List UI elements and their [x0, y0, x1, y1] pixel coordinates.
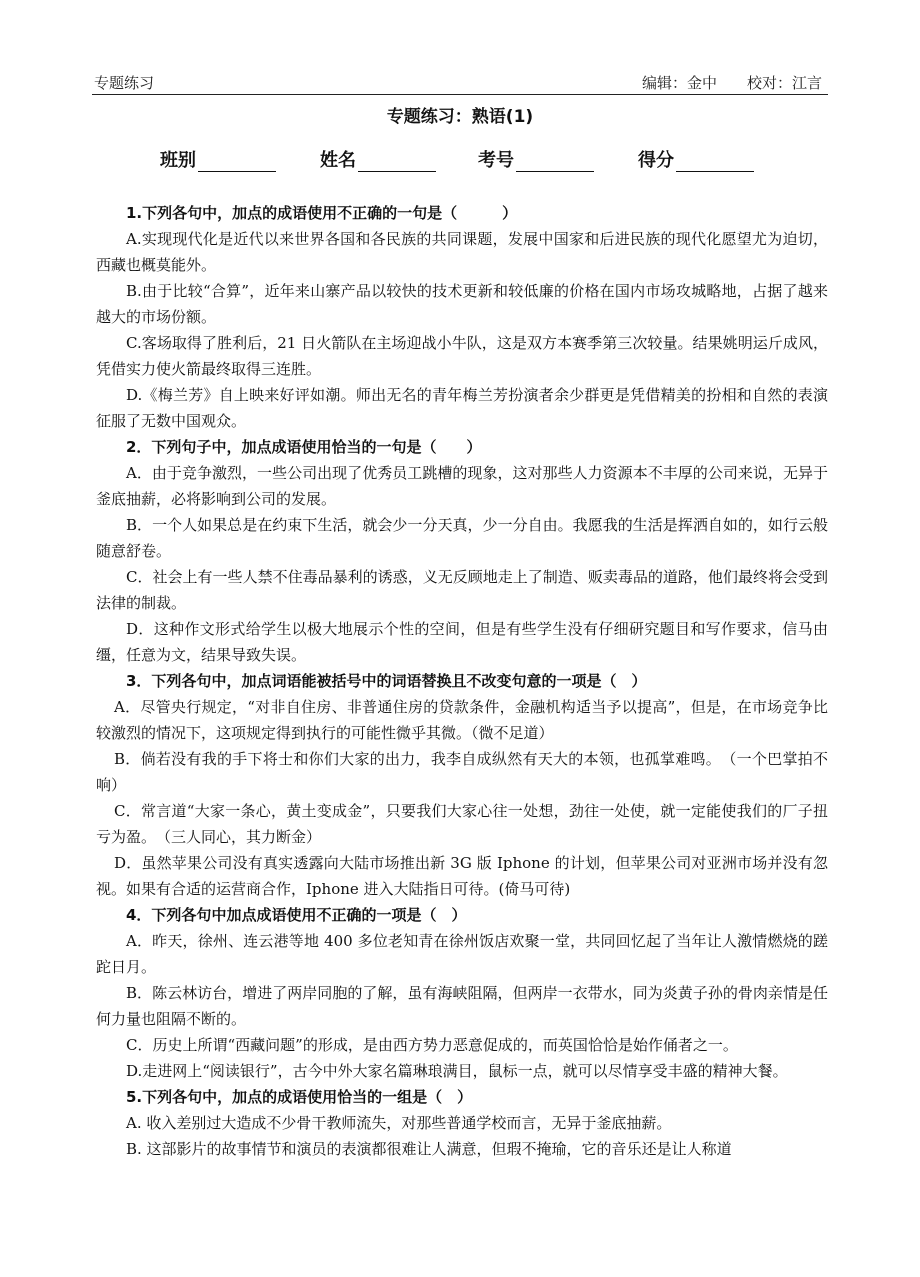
page-title: 专题练习：熟语(1) [386, 107, 534, 127]
field-score[interactable] [638, 146, 754, 172]
question-4-option-c: C．历史上所谓“西藏问题”的形成，是由西方势力恶意促成的，而英国恰恰是始作俑者之一。 [126, 1036, 738, 1054]
question-5-option-b: B. 这部影片的故事情节和演员的表演都很难让人满意，但瑕不掩瑜，它的音乐还是让人称道 [126, 1140, 732, 1158]
page-header [92, 68, 828, 94]
field-exam-number[interactable] [478, 146, 594, 172]
question-3-option-c: C．常言道“大家一条心，黄土变成金”，只要我们大家心往一处想，劲往一处使，就一定能使我们的厂子扭亏为盈。 （三人同心，其力断金） [96, 802, 828, 846]
header-subject: 专题练习 [94, 74, 155, 92]
field-name[interactable] [320, 146, 436, 172]
question-4-option-a: A．昨天，徐州、连云港等地 400 多位老知青在徐州饭店欢聚一堂，共同回忆起了当年让人激情燃烧的蹉跎日月。 [96, 932, 828, 976]
question-3-option-a: A．尽管央行规定，“对非自住房、非普通住房的贷款条件，金融机构适当予以提高”，但是，在市场竞争比较激烈的情况下，这项规定得到执行的可能性微乎其微。（微不足道） [96, 698, 828, 742]
question-2-option-a: A．由于竞争激烈，一些公司出现了优秀员工跳槽的现象，这对那些人力资源本不丰厚的公司来说，无异于釜底抽薪，必将影响到公司的发展。 [96, 464, 828, 508]
question-1-stem: 1.下列各句中，加点的成语使用不正确的一句是（ ） [126, 204, 518, 222]
field-exam-number-blank[interactable] [516, 151, 594, 172]
header-editor-info: 编辑：金中 校对：江言 [641, 74, 822, 92]
field-score-label: 得分 [638, 150, 674, 171]
question-1-option-a: A.实现现代化是近代以来世界各国和各民族的共同课题，发展中国家和后进民族的现代化愿望尤为迫切，西藏也概莫能外。 [96, 230, 828, 274]
question-2-option-d: D．这种作文形式给学生以极大地展示个性的空间，但是有些学生没有仔细研究题目和写作要求，信马由缰，任意为文，结果导致失误。 [96, 620, 828, 664]
question-1-option-b: B.由于比较“合算”，近年来山寨产品以较快的技术更新和较低廉的价格在国内市场攻城略地，占据了越来越大的市场份额。 [96, 282, 828, 326]
header-divider [92, 94, 828, 95]
question-4-stem: 4．下列各句中加点成语使用不正确的一项是（ ） [126, 906, 467, 924]
question-1-option-d: D.《梅兰芳》自上映来好评如潮。师出无名的青年梅兰芳扮演者余少群更是凭借精美的扮相和自然的表演征服了无数中国观众。 [96, 386, 828, 430]
question-3-option-d: D．虽然苹果公司没有真实透露向大陆市场推出新 3G 版 Iphone 的计划，但苹果公司对亚洲市场并没有忽视。如果有合适的运营商合作，Iphone 进入大陆指日可待。(倚马可待) [96, 854, 828, 898]
question-1-option-c: C.客场取得了胜利后，21 日火箭队在主场迎战小牛队，这是双方本赛季第三次较量。结果姚明运斤成风，凭借实力使火箭最终取得三连胜。 [96, 334, 828, 378]
field-name-label: 姓名 [320, 150, 356, 171]
field-score-blank[interactable] [676, 151, 754, 172]
question-2-stem: 2．下列句子中，加点成语使用恰当的一句是（ ） [126, 438, 482, 456]
field-class-label: 班别 [160, 150, 196, 171]
question-2-option-b: B．一个人如果总是在约束下生活，就会少一分天真，少一分自由。我愿我的生活是挥洒自如的，如行云般随意舒卷。 [96, 516, 828, 560]
student-info-fields [160, 146, 800, 176]
field-exam-number-label: 考号 [478, 150, 514, 171]
question-list [96, 200, 828, 1162]
question-2-option-c: C．社会上有一些人禁不住毒品暴利的诱惑，义无反顾地走上了制造、贩卖毒品的道路，他们最终将会受到法律的制裁。 [96, 568, 828, 612]
question-4-option-b: B．陈云林访台，增进了两岸同胞的了解，虽有海峡阻隔，但两岸一衣带水，同为炎黄子孙的骨肉亲情是任何力量也阻隔不断的。 [96, 984, 828, 1028]
question-3-option-b: B．倘若没有我的手下将士和你们大家的出力，我李自成纵然有天大的本领，也孤掌难鸣。 （一个巴掌拍不响） [96, 750, 828, 794]
question-5-stem: 5.下列各句中，加点的成语使用恰当的一组是（ ） [126, 1088, 473, 1106]
field-class[interactable] [160, 146, 276, 172]
question-5-option-a: A. 收入差别过大造成不少骨干教师流失，对那些普通学校而言，无异于釜底抽薪。 [126, 1114, 672, 1132]
question-4-option-d: D.走进网上“阅读银行”，古今中外大家名篇琳琅满目，鼠标一点，就可以尽情享受丰盛的精神大餐。 [126, 1062, 788, 1080]
question-3-stem: 3．下列各句中，加点词语能被括号中的词语替换且不改变句意的一项是（ ） [126, 672, 647, 690]
field-name-blank[interactable] [358, 151, 436, 172]
field-class-blank[interactable] [198, 151, 276, 172]
